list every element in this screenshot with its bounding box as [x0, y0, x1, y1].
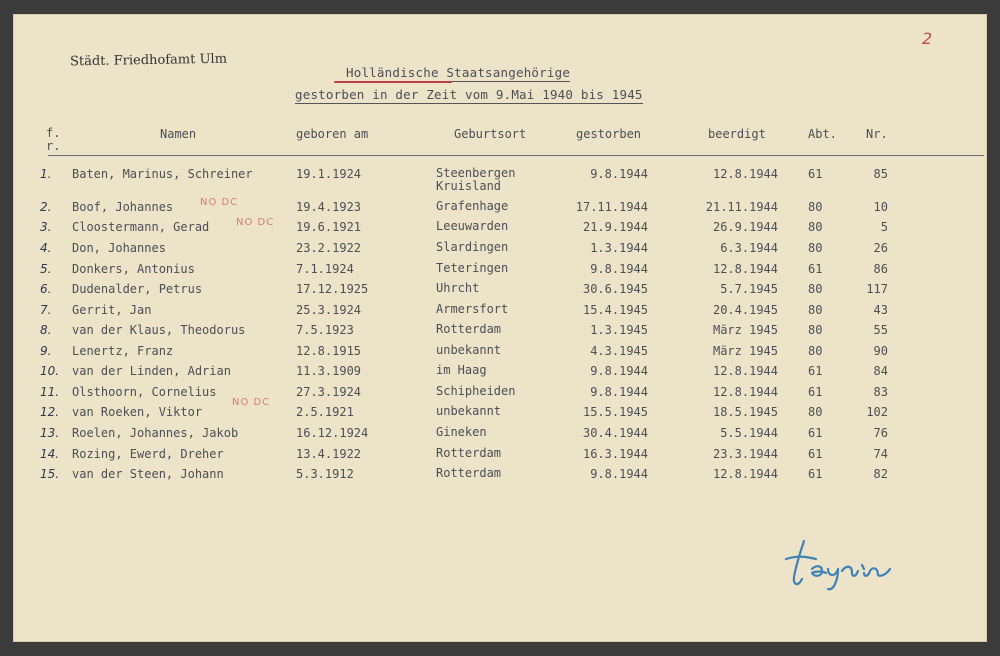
row-nr: 85 — [873, 167, 888, 181]
row-buried: 23.3.1944 — [712, 447, 778, 461]
row-buried: 12.8.1944 — [712, 167, 778, 181]
row-born: 23.2.1922 — [296, 241, 362, 255]
table-row — [14, 323, 986, 343]
row-place: Gineken — [436, 425, 487, 439]
row-born: 17.12.1925 — [296, 282, 369, 296]
row-nr: 26 — [873, 241, 888, 255]
row-buried: 5.5.1944 — [720, 426, 778, 440]
table-row — [14, 467, 986, 487]
row-place: Grafenhage — [436, 199, 509, 213]
row-abt: 61 — [808, 364, 823, 378]
row-place: Slardingen — [436, 240, 509, 254]
row-buried: 20.4.1945 — [712, 303, 778, 317]
table-row — [14, 282, 986, 302]
row-nr: 90 — [873, 344, 888, 358]
row-name: Cloostermann, Gerad — [72, 220, 210, 234]
row-name: Rozing, Ewerd, Dreher — [72, 447, 224, 461]
row-born: 7.5.1923 — [296, 323, 354, 337]
row-died: 9.8.1944 — [590, 385, 648, 399]
row-died: 9.8.1944 — [590, 364, 648, 378]
row-buried: 5.7.1945 — [720, 282, 778, 296]
row-died: 4.3.1945 — [590, 344, 648, 358]
row-number: 3. — [40, 220, 52, 234]
row-name: van der Linden, Adrian — [72, 364, 231, 378]
row-buried: 21.11.1944 — [705, 200, 778, 214]
document-title: Holländische Staatsangehörige — [346, 65, 571, 80]
row-name: Don, Johannes — [72, 241, 166, 255]
row-abt: 61 — [808, 385, 823, 399]
row-name: Boof, Johannes — [72, 200, 174, 214]
row-number: 12. — [40, 405, 60, 419]
document-subtitle: gestorben in der Zeit vom 9.Mai 1940 bis 1945 — [295, 87, 643, 102]
table-row — [14, 344, 986, 364]
table-row — [14, 262, 986, 282]
row-died: 9.8.1944 — [590, 167, 648, 181]
row-place: Rotterdam — [436, 466, 502, 480]
row-number: 7. — [40, 303, 52, 317]
row-nr: 5 — [880, 220, 888, 234]
row-died: 1.3.1944 — [590, 241, 648, 255]
header-born: geboren am — [296, 127, 369, 141]
row-nr: 10 — [873, 200, 888, 214]
row-place: Schipheiden — [436, 384, 516, 398]
row-buried: 12.8.1944 — [712, 385, 778, 399]
header-abt: Abt. — [808, 127, 837, 141]
header-name: Namen — [160, 127, 197, 141]
row-number: 2. — [40, 200, 52, 214]
row-name: Gerrit, Jan — [72, 303, 152, 317]
row-name: Donkers, Antonius — [72, 262, 195, 276]
row-born: 13.4.1922 — [296, 447, 362, 461]
row-nr: 84 — [873, 364, 888, 378]
row-place: Uhrcht — [436, 281, 480, 295]
row-died: 16.3.1944 — [582, 447, 648, 461]
table-row — [14, 364, 986, 384]
row-place: Rotterdam — [436, 322, 502, 336]
row-buried: März 1945 — [712, 323, 778, 337]
row-born: 12.8.1915 — [296, 344, 362, 358]
row-place: unbekannt — [436, 404, 502, 418]
row-abt: 80 — [808, 200, 823, 214]
row-born: 25.3.1924 — [296, 303, 362, 317]
office-stamp: Städt. Friedhofamt Ulm — [69, 51, 228, 70]
row-name: Olsthoorn, Cornelius — [72, 385, 217, 399]
table-row — [14, 303, 986, 323]
row-buried: 6.3.1944 — [720, 241, 778, 255]
row-place: Teteringen — [436, 261, 509, 275]
row-place: im Haag — [436, 363, 487, 377]
row-nr: 55 — [873, 323, 888, 337]
row-nr: 102 — [866, 405, 888, 419]
row-died: 9.8.1944 — [590, 262, 648, 276]
row-name: van der Steen, Johann — [72, 467, 224, 481]
row-born: 19.6.1921 — [296, 220, 362, 234]
row-born: 5.3.1912 — [296, 467, 354, 481]
row-buried: 12.8.1944 — [712, 467, 778, 481]
row-buried: 12.8.1944 — [712, 262, 778, 276]
row-abt: 80 — [808, 405, 823, 419]
row-born: 19.4.1923 — [296, 200, 362, 214]
row-abt: 80 — [808, 282, 823, 296]
table-row — [14, 426, 986, 446]
row-number: 10. — [40, 364, 60, 378]
row-place: Steenbergen Kruisland — [436, 166, 516, 193]
row-place: Armersfort — [436, 302, 509, 316]
row-died: 1.3.1945 — [590, 323, 648, 337]
row-died: 30.6.1945 — [582, 282, 648, 296]
row-died: 30.4.1944 — [582, 426, 648, 440]
table-row — [14, 197, 986, 220]
table-row — [14, 217, 986, 240]
header-buried: beerdigt — [708, 127, 766, 141]
row-nr: 82 — [873, 467, 888, 481]
row-abt: 61 — [808, 167, 823, 181]
no-dc-note: NO DC — [200, 197, 239, 208]
row-abt: 80 — [808, 241, 823, 255]
header-lfdnr: f. r. — [46, 126, 61, 153]
row-abt: 61 — [808, 447, 823, 461]
row-nr: 76 — [873, 426, 888, 440]
row-abt: 80 — [808, 323, 823, 337]
row-number: 8. — [40, 323, 52, 337]
row-number: 6. — [40, 282, 52, 296]
row-number: 4. — [40, 241, 52, 255]
row-number: 14. — [40, 447, 60, 461]
header-nr: Nr. — [866, 127, 888, 141]
row-born: 27.3.1924 — [296, 385, 362, 399]
row-number: 13. — [40, 426, 60, 440]
header-rule — [48, 155, 984, 156]
row-nr: 43 — [873, 303, 888, 317]
row-died: 15.5.1945 — [582, 405, 648, 419]
table-row — [14, 241, 986, 261]
row-name: van der Klaus, Theodorus — [72, 323, 246, 337]
table-row — [14, 397, 986, 425]
row-name: van Roeken, Viktor — [72, 405, 203, 419]
row-number: 15. — [40, 467, 60, 481]
document-page — [13, 14, 987, 642]
row-nr: 86 — [873, 262, 888, 276]
row-born: 2.5.1921 — [296, 405, 354, 419]
row-place: unbekannt — [436, 343, 502, 357]
row-died: 9.8.1944 — [590, 467, 648, 481]
table-row — [14, 447, 986, 467]
row-place: Leeuwarden — [436, 219, 509, 233]
row-abt: 61 — [808, 262, 823, 276]
row-name: Lenertz, Franz — [72, 344, 174, 358]
row-abt: 61 — [808, 467, 823, 481]
row-nr: 74 — [873, 447, 888, 461]
row-buried: 18.5.1945 — [712, 405, 778, 419]
row-nr: 117 — [866, 282, 888, 296]
header-place: Geburtsort — [454, 127, 527, 141]
row-born: 19.1.1924 — [296, 167, 362, 181]
page-number: 2 — [922, 29, 933, 48]
row-number: 9. — [40, 344, 52, 358]
header-died: gestorben — [576, 127, 642, 141]
row-number: 1. — [40, 167, 52, 181]
row-buried: 26.9.1944 — [712, 220, 778, 234]
row-abt: 61 — [808, 426, 823, 440]
row-abt: 80 — [808, 344, 823, 358]
row-died: 21.9.1944 — [582, 220, 648, 234]
red-pencil-underline — [334, 81, 452, 83]
row-abt: 80 — [808, 303, 823, 317]
row-abt: 80 — [808, 220, 823, 234]
row-place: Rotterdam — [436, 446, 502, 460]
row-name: Baten, Marinus, Schreiner — [72, 167, 253, 181]
row-buried: 12.8.1944 — [712, 364, 778, 378]
row-name: Roelen, Johannes, Jakob — [72, 426, 239, 440]
row-nr: 83 — [873, 385, 888, 399]
no-dc-note: NO DC — [236, 217, 275, 228]
row-born: 7.1.1924 — [296, 262, 354, 276]
row-number: 5. — [40, 262, 52, 276]
row-died: 15.4.1945 — [582, 303, 648, 317]
row-number: 11. — [40, 385, 60, 399]
row-died: 17.11.1944 — [575, 200, 648, 214]
row-name: Dudenalder, Petrus — [72, 282, 203, 296]
no-dc-note: NO DC — [232, 397, 271, 408]
table-row — [14, 385, 986, 405]
row-buried: März 1945 — [712, 344, 778, 358]
row-born: 11.3.1909 — [296, 364, 362, 378]
table-row — [14, 166, 986, 193]
row-born: 16.12.1924 — [296, 426, 369, 440]
signature — [782, 535, 912, 595]
